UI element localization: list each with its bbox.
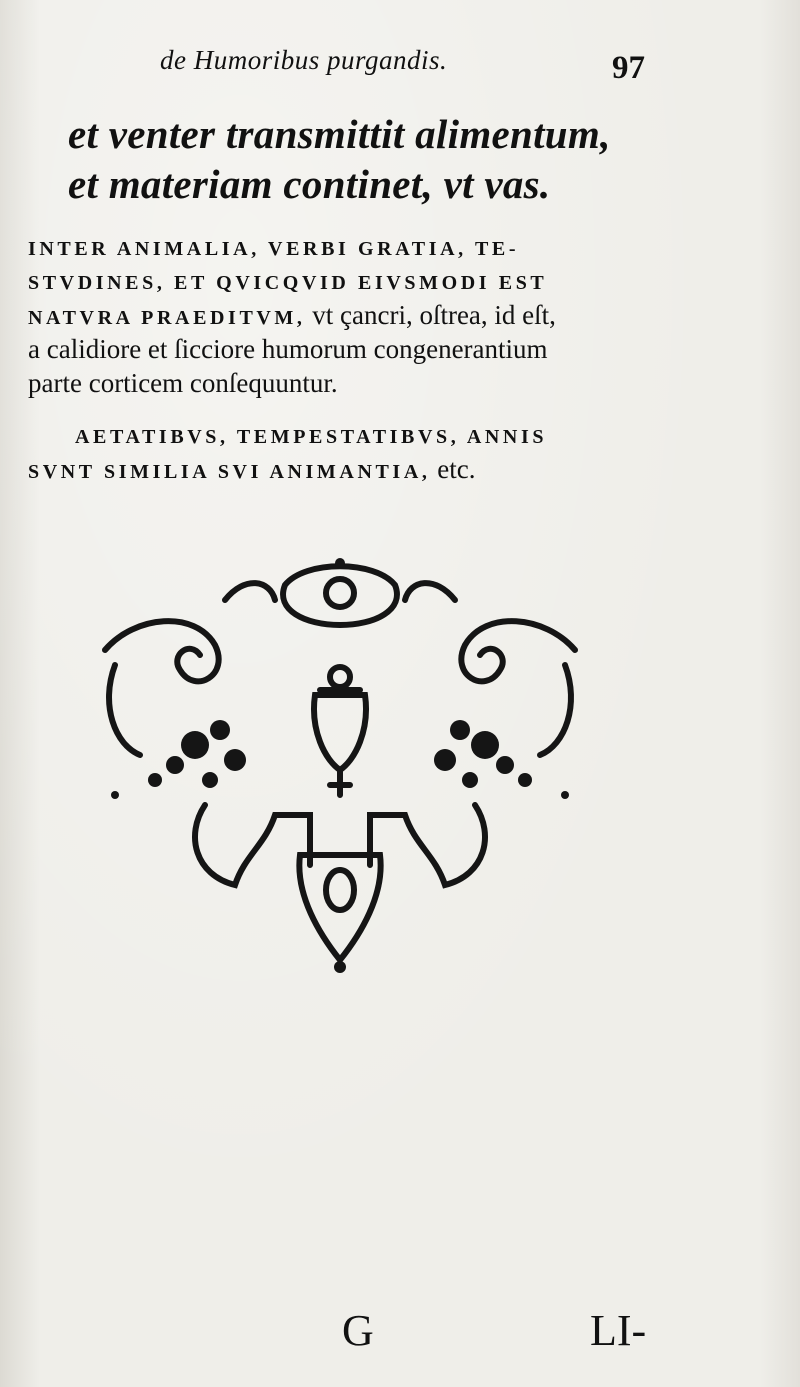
paragraph1-line-1: INTER ANIMALIA, VERBI GRATIA, TE- <box>28 238 520 260</box>
paragraph2-line-2-rest: etc. <box>430 454 476 484</box>
paragraph1-line-5: parte corticem conſequuntur. <box>28 368 338 398</box>
paragraph1-line-3-rest: vt çancri, oſtrea, id eſt, <box>305 300 556 330</box>
paragraph2-line-2 <box>28 452 648 489</box>
running-head: de Humoribus purgandis. <box>160 45 448 75</box>
paragraph2-line-2-caps: SVNT SIMILIA SVI ANIMANTIA, <box>28 461 431 483</box>
paragraph1-line-4: a calidiore et ſicciore humorum congenerantium <box>28 334 548 364</box>
floral-ornament-icon <box>95 555 585 975</box>
paragraph1-line-3 <box>28 298 648 335</box>
verse-line-1: et venter transmittit alimentum, <box>68 111 611 157</box>
signature-mark: G <box>342 1306 374 1355</box>
paragraph2-line-1: AETATIBVS, TEMPESTATIBVS, ANNIS <box>75 426 548 448</box>
catchword: LI- <box>590 1306 647 1355</box>
verse-line-2: et materiam continet, vt vas. <box>68 161 551 207</box>
paragraph1-line-3-caps: NATVRA PRAEDITVM, <box>28 307 306 329</box>
page-number: 97 <box>612 50 645 86</box>
paragraph1-line-2: STVDINES, ET QVICQVID EIVSMODI EST <box>28 272 548 294</box>
